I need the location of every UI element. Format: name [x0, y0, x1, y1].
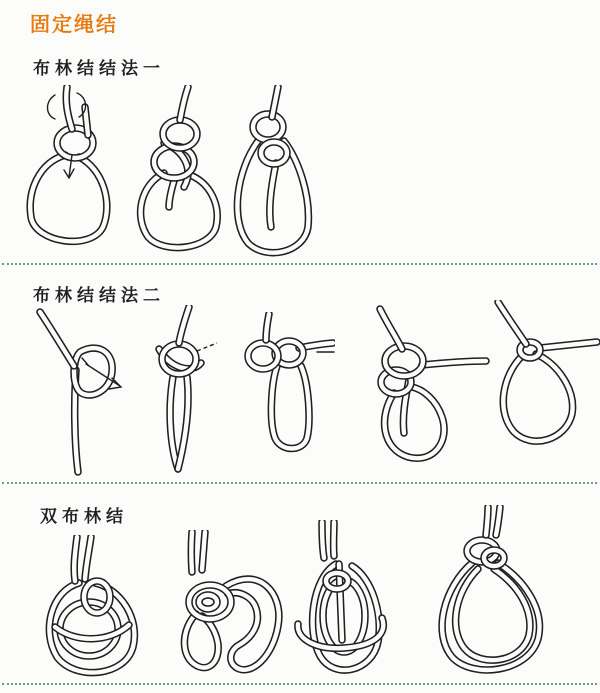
double-bowline-step3-illustration [292, 520, 407, 690]
section-divider [2, 263, 597, 265]
knot-drawing-icon [158, 530, 293, 688]
bowline1-step3-illustration [218, 85, 328, 260]
knot-drawing-icon [133, 305, 223, 477]
bowline2-step3-illustration [225, 312, 335, 474]
section-heading-bowline-method-2: 布林结结法二 [33, 286, 165, 306]
double-bowline-step4-illustration [420, 505, 570, 683]
knot-drawing-icon [22, 308, 132, 480]
bowline2-step4-illustration [352, 305, 492, 473]
section-divider [2, 683, 597, 685]
knot-drawing-icon [478, 300, 600, 458]
knot-drawing-icon [218, 85, 328, 260]
double-bowline-step2-illustration [158, 530, 293, 688]
bowline1-step1-illustration [15, 85, 120, 260]
knot-drawing-icon [33, 535, 148, 685]
knot-drawing-icon [15, 85, 120, 260]
page-title: 固定绳结 [30, 12, 118, 36]
double-bowline-step1-illustration [33, 535, 148, 685]
knot-drawing-icon [352, 305, 492, 473]
section-divider [2, 482, 597, 484]
knot-drawing-icon [225, 312, 335, 474]
bowline2-step1-illustration [22, 308, 132, 480]
bowline2-step5-illustration [478, 300, 600, 458]
knot-drawing-icon [292, 520, 407, 690]
section-heading-double-bowline: 双布林结 [40, 507, 128, 527]
bowline2-step2-illustration [133, 305, 223, 477]
section-heading-bowline-method-1: 布林结结法一 [33, 59, 165, 79]
knot-drawing-icon [420, 505, 570, 683]
